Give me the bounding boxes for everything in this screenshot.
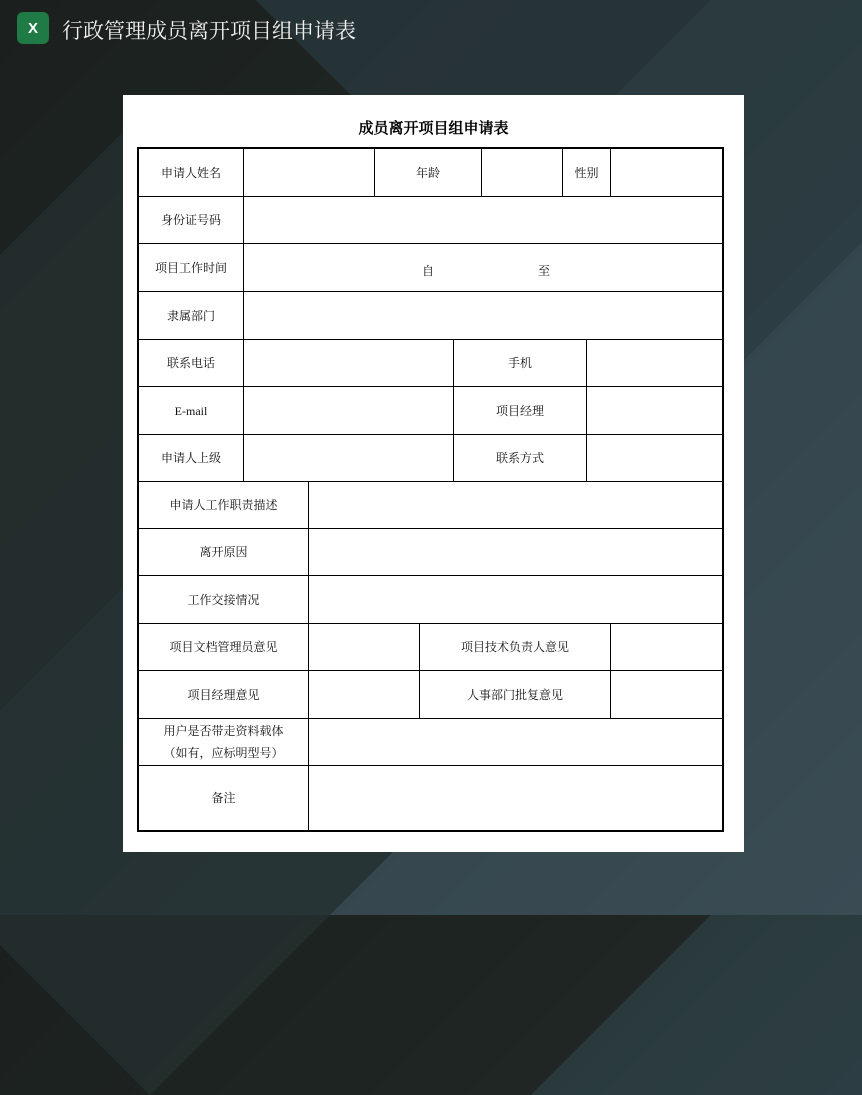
excel-icon: X [17,12,49,44]
label-phone: 联系电话 [139,340,244,387]
input-doc-admin-opinion[interactable] [309,624,420,671]
label-media [139,719,309,766]
label-id-number: 身份证号码 [139,197,244,244]
label-age: 年龄 [375,149,482,197]
input-media[interactable] [309,719,724,766]
input-gender[interactable] [611,149,724,197]
label-supervisor: 申请人上级 [139,435,244,482]
input-contact[interactable] [587,435,724,482]
label-media-line1: 用户是否带走资料载体 [163,724,284,738]
label-media-line2: （如有，应标明型号） [163,746,284,760]
input-handover[interactable] [309,576,724,624]
label-doc-admin-opinion: 项目文档管理员意见 [139,624,309,671]
label-department: 隶属部门 [139,292,244,340]
label-from: 自 [422,264,435,278]
input-phone[interactable] [244,340,454,387]
label-duties: 申请人工作职责描述 [139,482,309,529]
label-work-period: 项目工作时间 [139,244,244,292]
input-tech-lead-opinion[interactable] [611,624,724,671]
label-contact: 联系方式 [454,435,587,482]
label-hr-opinion: 人事部门批复意见 [420,671,611,719]
input-department[interactable] [244,292,724,340]
input-duties[interactable] [309,482,724,529]
input-applicant-name[interactable] [244,149,375,197]
title-bar [0,0,862,60]
label-tech-lead-opinion: 项目技术负责人意见 [420,624,611,671]
form-sheet [123,95,744,852]
input-reason[interactable] [309,529,724,576]
label-mobile: 手机 [454,340,587,387]
label-pm-opinion: 项目经理意见 [139,671,309,719]
form-title: 成员离开项目组申请表 [358,119,509,137]
input-pm-opinion[interactable] [309,671,420,719]
label-email: E-mail [139,387,244,435]
input-supervisor[interactable] [244,435,454,482]
input-project-manager[interactable] [587,387,724,435]
input-hr-opinion[interactable] [611,671,724,719]
label-gender: 性别 [563,149,611,197]
input-age[interactable] [482,149,563,197]
label-applicant-name: 申请人姓名 [139,149,244,197]
label-handover: 工作交接情况 [139,576,309,624]
app-title: 行政管理成员离开项目组申请表 [62,19,356,43]
label-project-manager: 项目经理 [454,387,587,435]
input-mobile[interactable] [587,340,724,387]
label-remarks: 备注 [139,766,309,830]
label-to: 至 [538,264,551,278]
label-reason: 离开原因 [139,529,309,576]
input-email[interactable] [244,387,454,435]
input-remarks[interactable] [309,766,724,830]
input-work-period[interactable] [244,244,724,292]
form-table [137,147,724,832]
input-id-number[interactable] [244,197,724,244]
